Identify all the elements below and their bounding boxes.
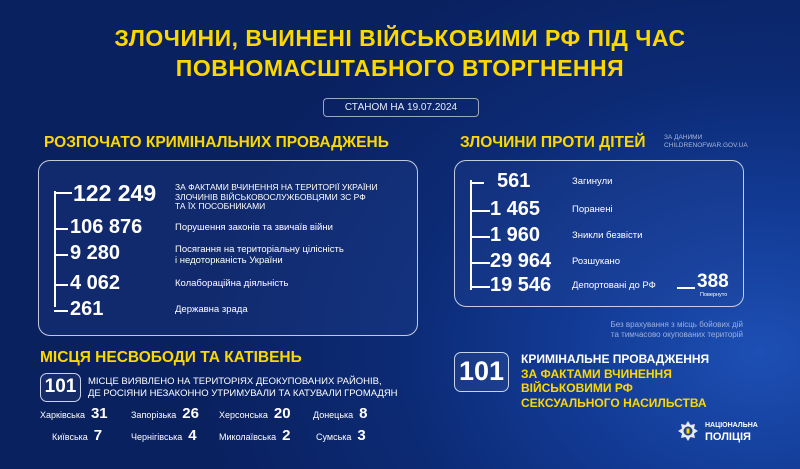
region-item [52,427,102,444]
returned-label: Повернуто [700,292,728,298]
source-line: CHILDRENOFWAR.GOV.UA [664,142,748,149]
desc-line: ЗА ФАКТАМИ ВЧИНЕННЯ [521,366,672,381]
label-line: ТА ЇХ ПОСОБНИКАМИ [175,201,266,211]
region-value: 26 [182,405,199,422]
region-item [219,427,290,444]
sexual-count-badge: 101 [454,352,509,392]
children-label: Поранені [572,204,613,215]
criminal-label [175,222,333,233]
region-value: 7 [93,427,103,444]
label-line: Порушення законів та звичаїв війни [175,222,333,233]
tree-branch [470,210,490,212]
criminal-heading: РОЗПОЧАТО КРИМІНАЛЬНИХ ПРОВАДЖЕНЬ [44,134,389,151]
police-logo-text [705,421,758,443]
tree-branch [54,254,68,256]
note-line: Без врахування з місць бойових дій [610,320,743,329]
region-name: Запорізька [131,410,177,420]
region-value: 8 [359,405,368,422]
region-item [131,427,197,444]
logo-line: ПОЛІЦІЯ [705,431,751,443]
region-item [316,427,366,444]
label-line: і недоторканість України [175,255,283,266]
label-line: Колабораційна діяльність [175,278,289,289]
region-name: Сумська [316,432,352,442]
tree-branch [470,236,490,238]
date-label: СТАНОМ НА 19.07.2024 [323,98,479,117]
region-item [313,405,368,422]
children-source [664,134,748,150]
region-value: 31 [90,405,108,422]
note-line: та тимчасово окупованих територій [610,330,743,339]
criminal-value: 261 [70,298,104,320]
criminal-label [175,304,248,315]
title-line-1: ЗЛОЧИНИ, ВЧИНЕНІ ВІЙСЬКОВИМИ РФ ПІД ЧАС [114,25,686,51]
label-line: Посягання на територіальну цілісність [175,244,344,255]
criminal-value: 9 280 [70,242,121,264]
desc-line: КРИМІНАЛЬНЕ ПРОВАДЖЕННЯ [521,352,710,366]
desc-line: МІСЦЕ ВИЯВЛЕНО НА ТЕРИТОРІЯХ ДЕОКУПОВАНИХ РАЙОНІВ, [88,376,382,387]
label-line: ЗЛОЧИНІВ ВІЙСЬКОВОСЛУЖБОВЦЯМИ ЗС РФ [175,191,366,202]
criminal-label [175,278,288,289]
places-count-badge: 101 [40,373,81,402]
region-name: Миколаївська [219,432,277,442]
desc-line: СЕКСУАЛЬНОГО НАСИЛЬСТВА [521,395,707,410]
tree-branch [470,286,490,288]
source-line: ЗА ДАНИМИ [664,134,703,141]
criminal-label [175,183,378,212]
region-name: Донецька [313,410,354,420]
region-name: Харківська [40,410,85,420]
children-label: Розшукано [572,256,621,267]
sexual-description [521,352,709,410]
region-value: 2 [282,427,291,444]
places-heading: МІСЦЯ НЕСВОБОДИ ТА КАТІВЕНЬ [40,349,302,366]
tree-branch [54,192,72,194]
region-name: Херсонська [219,410,268,420]
children-value: 1 960 [490,224,541,246]
connector-line [677,287,695,289]
children-label: Зникли безвісти [572,230,643,241]
police-star-icon [678,421,698,441]
tree-branch [54,310,68,312]
tree-branch [470,182,484,184]
tree-branch [470,262,490,264]
label-line: Державна зрада [175,304,248,315]
children-value: 29 964 [490,250,552,272]
region-value: 20 [273,405,291,422]
criminal-value: 4 062 [70,272,121,294]
tree-line [470,180,472,290]
returned-value: 388 [697,271,729,292]
children-value: 19 546 [490,274,552,296]
children-heading: ЗЛОЧИНИ ПРОТИ ДІТЕЙ [460,134,646,151]
region-item [219,405,291,422]
desc-line: ДЕ РОСІЯНИ НЕЗАКОННО УТРИМУВАЛИ ТА КАТУВАЛИ ГРОМАДЯН [88,388,398,399]
label-line: ЗА ФАКТАМИ ВЧИНЕННЯ НА ТЕРИТОРІЇ УКРАЇНИ [175,182,378,192]
children-label: Депортовані до РФ [572,280,656,291]
region-value: 4 [188,427,197,444]
desc-line: ВІЙСЬКОВИМИ РФ [521,381,633,395]
region-name: Чернігівська [131,432,183,442]
places-description [88,376,398,400]
logo-line: НАЦІОНАЛЬНА [705,422,758,429]
tree-branch [54,228,68,230]
tree-branch [54,284,68,286]
region-item [131,405,199,422]
region-name: Київська [52,432,88,442]
criminal-value: 106 876 [70,216,143,238]
children-label: Загинули [572,176,613,187]
region-item [40,405,108,422]
tree-line [54,191,56,307]
children-value: 561 [497,170,531,192]
children-note [540,320,743,340]
criminal-label [175,244,344,266]
title-line-2: ПОВНОМАСШТАБНОГО ВТОРГНЕННЯ [175,55,625,81]
criminal-value: 122 249 [73,180,157,206]
region-value: 3 [357,427,366,444]
children-value: 1 465 [490,198,541,220]
